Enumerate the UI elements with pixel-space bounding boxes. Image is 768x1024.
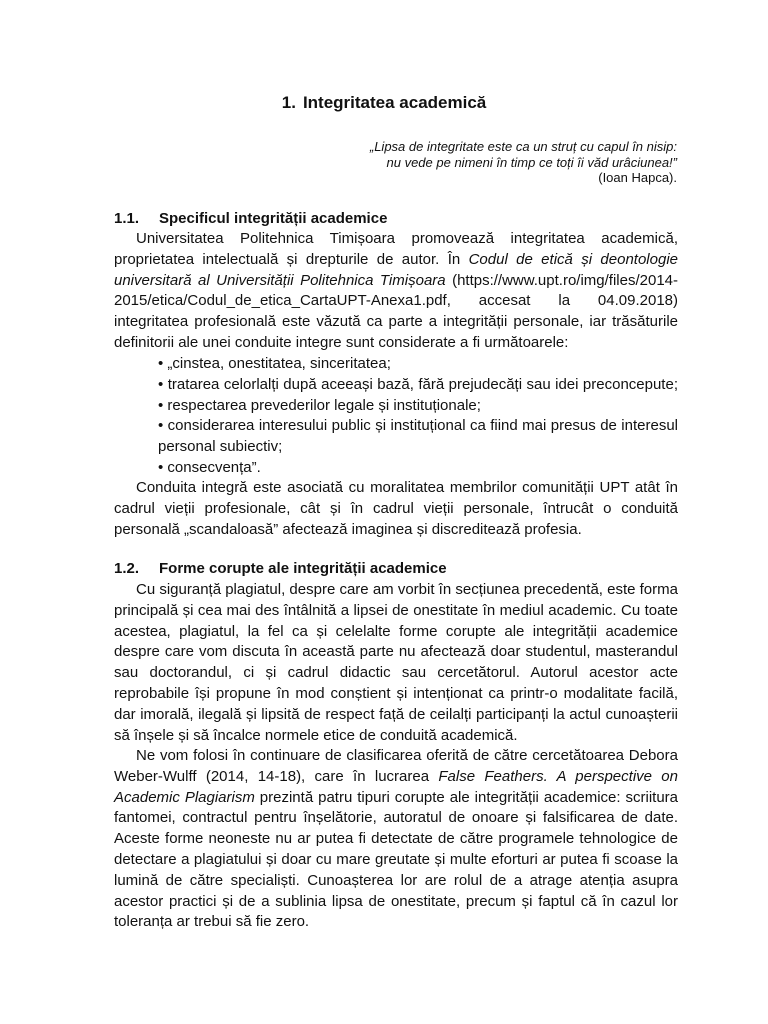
section-heading-1-2: [114, 559, 447, 578]
list-item: • considerarea interesului public și instituțional ca fiind mai presus de interesul personal subiectiv;: [158, 417, 678, 456]
list-item: • tratarea celorlalți după aceeași bază, fără prejudecăți sau idei preconcepute; • respectarea prevederilor legale și instituționale;: [158, 375, 678, 414]
section-heading-1-1: [114, 209, 387, 228]
section-number: 1.1.: [114, 210, 140, 227]
paragraph-text: Conduita integră este asociată cu moralitatea membrilor comunității UPT atât în cadrul vieții profesionale, cât și în cadrul vieții personale, întrucât o conduită personală „scandaloasă” afectează imaginea și discreditează profesia.: [114, 479, 678, 538]
paragraph-text: prezintă patru tipuri corupte ale integrității academice: scriitura fantomei, contractul pentru înșelătorie, autoratul de onoare și falsificarea de date. Aceste forme neoneste nu ar putea fi detectate de către programele tehnologice de detectare a plagiatului și doar cu mare greutate și multe eforturi ar putea fi scoase la lumină de către specialiști. Cunoașterea lor are rolul de a atrage atenția asupra acestor practici și de a sublinia lipsa de onestitate, precum și faptul că în cazul lor toleranța ar trebui să fie zero.: [114, 788, 679, 931]
paragraph-text: Ne vom folosi în continuare de clasificarea oferită de către cercetătoarea Debora Weber-Wulff (2014, 14-18), care în lucrarea: [114, 747, 678, 785]
section-number: 1.2.: [114, 560, 140, 577]
epigraph-quote-line1: „Lipsa de integritate este ca un struț cu capul în nisip:: [369, 139, 677, 154]
traits-list: [158, 354, 678, 479]
title-text: Integritatea academică: [302, 93, 487, 112]
list-item: • „cinstea, onestitatea, sinceritatea;: [158, 355, 391, 372]
title-number: 1.: [281, 93, 296, 112]
paragraph-text: Universitatea Politehnica Timișoara promovează integritatea academică, proprietatea intelectuală și drepturile de autor. În: [114, 230, 678, 268]
epigraph-author: (Ioan Hapca).: [598, 170, 677, 185]
paragraph-text: Cu siguranță plagiatul, despre care am vorbit în secțiunea precedentă, este forma principală și cea mai des întâlnită a lipsei de onestitate în mediul academic. Cu toate acestea, plagiatul, la fel ca și celelalte forme corupte ale integrității academice despre care vom discuta în această parte nu afectează doar studentul, masterandul sau doctorandul, ci și cadrul didactic sau cercetătorul. Autorul acestor acte reprobabile își propune în mod conștient și intenționat ca printr-o modalitate facilă, dar imorală, ilegală și lipsită de respect față de ceilalți participanți la actul cunoașterii să înșele și să încalce normele etice de conduită academică.: [114, 581, 678, 744]
page-title: [0, 92, 768, 114]
list-item: • consecvența”.: [158, 458, 261, 476]
epigraph-quote-line2: nu vede pe nimeni în timp ce toți îi văd urâciunea!”: [386, 154, 677, 170]
section-title: Forme corupte ale integrității academice: [159, 560, 447, 577]
section-title: Specificul integrității academice: [159, 210, 388, 227]
paragraph-1-2-classification: [114, 746, 678, 933]
paragraph-1-1-conduct: [114, 478, 678, 540]
paragraph-text: (https://www.upt.ro/img/files/2014-2015/etica/Codul_de_etica_CartaUPT-Anexa1.pdf, accesat la 04.09.2018) integritatea profesională este văzută ca parte a integrității personale, iar trăsăturile definitorii ale unei conduite integre sunt considerate a fi următoarele:: [114, 271, 678, 351]
paragraph-1-2-plagiarism: [114, 580, 678, 746]
paragraph-1-1-intro: [114, 229, 678, 354]
paragraph-italic-title: Codul de etică și deontologie universitară al Universității Politehnica Timișoara: [114, 250, 678, 289]
paragraph-italic-title: False Feathers. A perspective on Academic Plagiarism: [114, 767, 678, 806]
epigraph: [257, 139, 677, 186]
